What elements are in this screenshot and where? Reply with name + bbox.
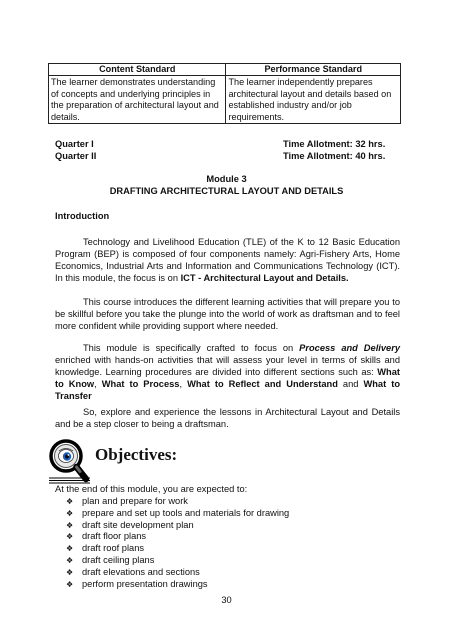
objective-text: draft site development plan	[82, 519, 194, 530]
list-item	[66, 555, 289, 567]
list-item	[66, 520, 289, 532]
content-standard-header: Content Standard	[49, 64, 226, 76]
list-item	[66, 579, 289, 591]
page-number: 30	[221, 595, 232, 605]
what-to-process: What to Process	[101, 378, 180, 389]
diamond-bullet-icon: ❖	[66, 579, 74, 589]
objective-text: plan and prepare for work	[82, 496, 188, 506]
magnifier-eye-icon	[46, 438, 94, 486]
objectives-list	[66, 496, 289, 590]
what-to-know: What to Know	[55, 366, 400, 389]
quarter-2-allotment: Time Allotment: 40 hrs.	[283, 151, 386, 161]
diamond-bullet-icon: ❖	[66, 567, 74, 577]
intro-p3-text-a: This module is specifically crafted to focus on	[83, 343, 300, 353]
list-item	[66, 543, 289, 555]
objective-text: prepare and set up tools and materials for drawing	[82, 507, 290, 518]
module-title: DRAFTING ARCHITECTURAL LAYOUT AND DETAILS	[109, 186, 344, 196]
comma: ,	[179, 378, 188, 389]
quarter-1-allotment: Time Allotment: 32 hrs.	[283, 139, 386, 149]
diamond-bullet-icon: ❖	[66, 508, 74, 518]
intro-p3-text-c: enriched with hands-on activities that will assess your level in terms of skills and knowledge. Learning procedures are divided into different sections such as:	[55, 354, 400, 377]
module-number: Module 3	[206, 174, 247, 184]
performance-standard-header: Performance Standard	[226, 64, 401, 76]
intro-paragraph-3	[55, 343, 400, 403]
objective-text: draft elevations and sections	[82, 566, 200, 577]
objective-text: draft floor plans	[82, 531, 147, 542]
intro-paragraph-1	[55, 237, 400, 285]
intro-p1-text: Technology and Livelihood Education (TLE) of the K to 12 Basic Education Program (BEP) is composed of four components namely: Agri-Fishery Arts, Home Economics, Industrial Arts and Information and Communications Technology (ICT). In this module, the focus is on	[55, 237, 400, 283]
process-and-delivery: Process and Delivery	[299, 343, 400, 353]
intro-paragraph-4: So, explore and experience the lessons in Architectural Layout and Details and be a step closer to being a draftsman.	[55, 407, 400, 429]
objective-text: draft roof plans	[82, 543, 145, 554]
diamond-bullet-icon: ❖	[66, 555, 74, 565]
standards-table	[48, 63, 401, 124]
intro-p1-bold: ICT - Architectural Layout and Details.	[180, 272, 349, 283]
and-word: and	[337, 378, 364, 389]
diamond-bullet-icon: ❖	[66, 532, 74, 542]
diamond-bullet-icon: ❖	[66, 544, 74, 554]
objective-text: perform presentation drawings	[82, 578, 208, 589]
objectives-header	[46, 438, 206, 486]
diamond-bullet-icon: ❖	[66, 497, 74, 506]
introduction-heading: Introduction	[55, 211, 110, 221]
quarter-1-label: Quarter I	[55, 139, 94, 149]
quarter-2-label: Quarter II	[55, 151, 97, 161]
list-item	[66, 496, 289, 508]
what-to-reflect: What to Reflect and Understand	[187, 378, 338, 389]
diamond-bullet-icon: ❖	[66, 520, 74, 530]
comma: ,	[94, 378, 102, 389]
performance-standard-cell: The learner independently prepares architectural layout and details based on established industry and/or job requirements.	[226, 76, 401, 124]
intro-paragraph-2: This course introduces the different learning activities that will prepare you to be skillful before you take the plunge into the world of work as draftsman and to feel more confident while providing support where needed.	[55, 297, 400, 331]
objectives-intro: At the end of this module, you are expected to:	[55, 484, 248, 494]
what-to-transfer: What to Transfer	[55, 378, 400, 401]
content-standard-cell: The learner demonstrates understanding of concepts and underlying principles in the preparation of architectural layout and details.	[49, 76, 226, 124]
list-item	[66, 508, 289, 520]
objective-text: draft ceiling plans	[82, 554, 155, 565]
list-item	[66, 567, 289, 579]
list-item	[66, 531, 289, 543]
objectives-title: Objectives:	[95, 445, 178, 464]
